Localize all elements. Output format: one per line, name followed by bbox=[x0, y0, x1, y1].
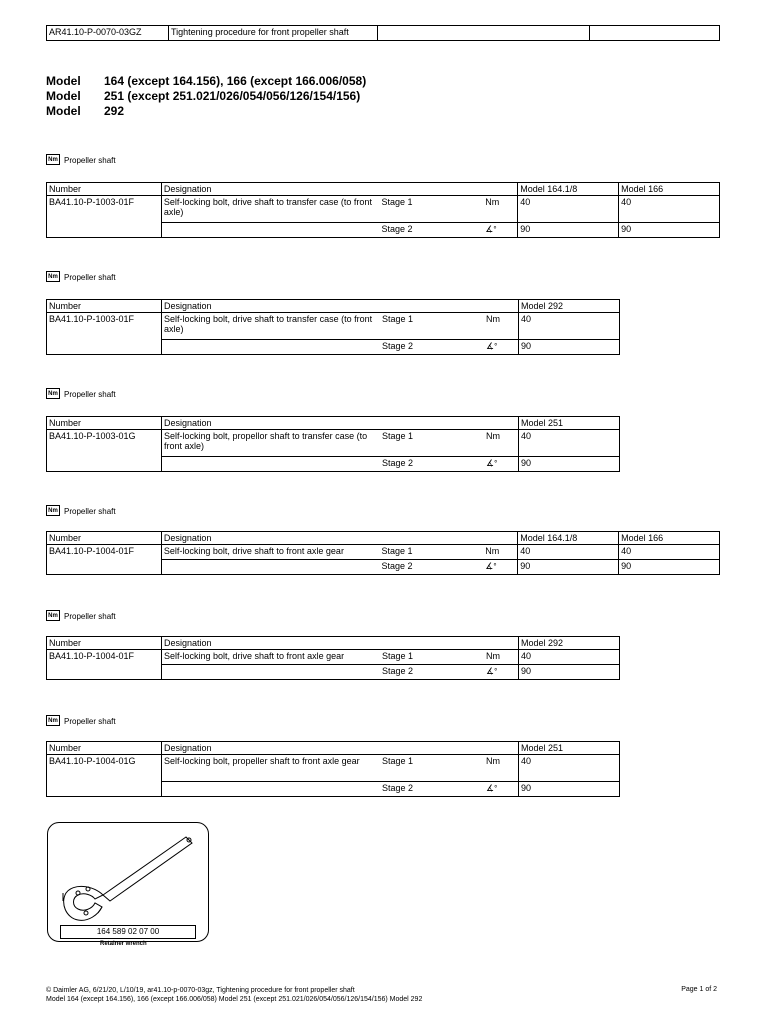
section-heading bbox=[46, 715, 116, 726]
table-row bbox=[47, 430, 620, 457]
col-header-model: Model 251 bbox=[519, 417, 620, 430]
stage-2-unit: ° bbox=[493, 225, 497, 234]
section-title: Propeller shaft bbox=[64, 390, 116, 399]
table-header-row bbox=[47, 300, 620, 313]
col-header-number: Number bbox=[47, 637, 162, 650]
angle-icon: ∡° bbox=[484, 457, 519, 472]
retainer-wrench-icon bbox=[48, 823, 208, 927]
bolt-number: BA41.10-P-1004-01F bbox=[47, 545, 162, 575]
section-title: Propeller shaft bbox=[64, 273, 116, 282]
table-header-row bbox=[47, 637, 620, 650]
table-header-row bbox=[47, 742, 620, 755]
col-header-model: Model 292 bbox=[519, 637, 620, 650]
section-title: Propeller shaft bbox=[64, 612, 116, 621]
col-header-model: Model 251 bbox=[519, 742, 620, 755]
col-header-number: Number bbox=[47, 532, 162, 545]
footer-line-2: Model 164 (except 164.156), 166 (except 166.006/058) Model 251 (except 251.021/026/054/056/126/154/156) Model 292 bbox=[46, 996, 423, 1003]
section-title: Propeller shaft bbox=[64, 717, 116, 726]
stage-1-label: Stage 1 bbox=[379, 545, 483, 560]
designation-empty bbox=[161, 223, 379, 238]
stage-2-label: Stage 2 bbox=[380, 665, 484, 680]
stage-1-value: 40 bbox=[518, 196, 619, 223]
bolt-number: BA41.10-P-1003-01F bbox=[47, 196, 162, 238]
col-header-model: Model 292 bbox=[519, 300, 620, 313]
stage-1-unit: Nm bbox=[483, 196, 517, 223]
header-table bbox=[46, 25, 720, 41]
stage-2-value: 90 bbox=[519, 457, 620, 472]
stage-2-unit: ° bbox=[494, 342, 498, 351]
stage-1-label: Stage 1 bbox=[379, 196, 483, 223]
stage-2-value: 90 bbox=[519, 340, 620, 355]
stage-1-label: Stage 1 bbox=[380, 430, 484, 457]
stage-1-label: Stage 1 bbox=[380, 313, 484, 340]
col-header-designation: Designation bbox=[161, 532, 517, 545]
stage-1-value: 40 bbox=[519, 755, 620, 782]
stage-1-label: Stage 1 bbox=[380, 755, 484, 782]
col-header-designation: Designation bbox=[162, 742, 519, 755]
col-header-model: Model 166 bbox=[619, 532, 720, 545]
stage-2-unit: ° bbox=[494, 459, 498, 468]
torque-table bbox=[46, 531, 720, 575]
model-line: Model 292 bbox=[46, 104, 125, 118]
stage-2-label: Stage 2 bbox=[380, 340, 484, 355]
stage-2-unit: ° bbox=[494, 784, 498, 793]
stage-1-value: 40 bbox=[519, 430, 620, 457]
stage-2-value: 90 bbox=[518, 560, 619, 575]
col-header-designation: Designation bbox=[162, 637, 519, 650]
designation-empty bbox=[162, 782, 381, 797]
stage-2-label: Stage 2 bbox=[380, 782, 484, 797]
angle-icon: ∡° bbox=[484, 340, 519, 355]
model-list bbox=[46, 74, 366, 119]
col-header-model: Model 164.1/8 bbox=[518, 532, 619, 545]
angle-icon: ∡° bbox=[484, 665, 519, 680]
bolt-number: BA41.10-P-1004-01F bbox=[47, 650, 162, 680]
stage-1-unit: Nm bbox=[484, 755, 519, 782]
section-title: Propeller shaft bbox=[64, 507, 116, 516]
bolt-designation: Self-locking bolt, drive shaft to transfer case (to front axle) bbox=[162, 313, 381, 340]
designation-empty bbox=[162, 340, 381, 355]
bolt-designation: Self-locking bolt, propellor shaft to transfer case (to front axle) bbox=[162, 430, 381, 457]
col-header-designation: Designation bbox=[162, 417, 519, 430]
table-header-row bbox=[47, 532, 720, 545]
stage-1-unit: Nm bbox=[484, 650, 519, 665]
designation-empty bbox=[162, 665, 381, 680]
stage-1-unit: Nm bbox=[484, 430, 519, 457]
section-heading bbox=[46, 610, 116, 621]
footer-line-1: © Daimler AG, 6/21/20, L/10/19, ar41.10-p-0070-03gz, Tightening procedure for front propeller shaft bbox=[46, 987, 355, 994]
footer bbox=[46, 986, 422, 1004]
model-line: Model 251 (except 251.021/026/054/056/126/154/156) bbox=[46, 89, 361, 103]
tool-illustration bbox=[47, 822, 209, 942]
torque-nm-icon: Nm bbox=[46, 715, 60, 726]
table-row bbox=[47, 545, 720, 560]
bolt-number: BA41.10-P-1003-01F bbox=[47, 313, 162, 355]
section-heading bbox=[46, 388, 116, 399]
torque-nm-icon: Nm bbox=[46, 271, 60, 282]
bolt-designation: Self-locking bolt, drive shaft to front axle gear bbox=[162, 650, 381, 665]
section-heading bbox=[46, 505, 116, 516]
stage-1-value: 40 bbox=[619, 196, 720, 223]
stage-2-label: Stage 2 bbox=[379, 223, 483, 238]
header-empty-cell bbox=[590, 26, 720, 41]
bolt-number: BA41.10-P-1004-01G bbox=[47, 755, 162, 797]
table-row bbox=[47, 755, 620, 782]
stage-2-label: Stage 2 bbox=[379, 560, 483, 575]
torque-nm-icon: Nm bbox=[46, 610, 60, 621]
col-header-number: Number bbox=[47, 300, 162, 313]
doc-id: AR41.10-P-0070-03GZ bbox=[47, 26, 169, 41]
designation-empty bbox=[162, 457, 381, 472]
stage-2-value: 90 bbox=[519, 665, 620, 680]
col-header-designation: Designation bbox=[162, 300, 519, 313]
stage-2-value: 90 bbox=[619, 223, 720, 238]
table-row bbox=[47, 313, 620, 340]
stage-2-unit: ° bbox=[494, 667, 498, 676]
torque-nm-icon: Nm bbox=[46, 154, 60, 165]
col-header-number: Number bbox=[47, 183, 162, 196]
tool-part-number: 164 589 02 07 00 bbox=[60, 925, 196, 939]
designation-empty bbox=[161, 560, 379, 575]
torque-table bbox=[46, 182, 720, 238]
stage-2-value: 90 bbox=[518, 223, 619, 238]
section-heading bbox=[46, 271, 116, 282]
col-header-model: Model 164.1/8 bbox=[518, 183, 619, 196]
doc-title: Tightening procedure for front propeller shaft bbox=[169, 26, 378, 41]
col-header-number: Number bbox=[47, 742, 162, 755]
bolt-designation: Self-locking bolt, drive shaft to front axle gear bbox=[161, 545, 379, 560]
table-row bbox=[47, 196, 720, 223]
torque-table bbox=[46, 299, 620, 355]
torque-nm-icon: Nm bbox=[46, 505, 60, 516]
table-header-row bbox=[47, 417, 620, 430]
stage-1-label: Stage 1 bbox=[380, 650, 484, 665]
torque-table bbox=[46, 741, 620, 797]
model-line: Model 164 (except 164.156), 166 (except 166.006/058) bbox=[46, 74, 367, 88]
col-header-designation: Designation bbox=[161, 183, 517, 196]
bolt-designation: Self-locking bolt, drive shaft to transfer case (to front axle) bbox=[161, 196, 379, 223]
bolt-number: BA41.10-P-1003-01G bbox=[47, 430, 162, 472]
stage-2-value: 90 bbox=[619, 560, 720, 575]
col-header-model: Model 166 bbox=[619, 183, 720, 196]
stage-2-value: 90 bbox=[519, 782, 620, 797]
page-number: Page 1 of 2 bbox=[681, 986, 717, 993]
col-header-number: Number bbox=[47, 417, 162, 430]
bolt-designation: Self-locking bolt, propeller shaft to front axle gear bbox=[162, 755, 381, 782]
stage-1-value: 40 bbox=[519, 313, 620, 340]
section-heading bbox=[46, 154, 116, 165]
stage-1-value: 40 bbox=[619, 545, 720, 560]
stage-1-unit: Nm bbox=[483, 545, 517, 560]
table-row bbox=[47, 650, 620, 665]
stage-2-unit: ° bbox=[493, 562, 497, 571]
angle-icon: ∡° bbox=[483, 223, 517, 238]
tool-caption: Retainer wrench bbox=[100, 941, 147, 947]
stage-1-unit: Nm bbox=[484, 313, 519, 340]
header-empty-cell bbox=[378, 26, 590, 41]
torque-nm-icon: Nm bbox=[46, 388, 60, 399]
stage-2-label: Stage 2 bbox=[380, 457, 484, 472]
stage-1-value: 40 bbox=[519, 650, 620, 665]
table-header-row bbox=[47, 183, 720, 196]
torque-table bbox=[46, 636, 620, 680]
angle-icon: ∡° bbox=[484, 782, 519, 797]
stage-1-value: 40 bbox=[518, 545, 619, 560]
section-title: Propeller shaft bbox=[64, 156, 116, 165]
torque-table bbox=[46, 416, 620, 472]
angle-icon: ∡° bbox=[483, 560, 517, 575]
